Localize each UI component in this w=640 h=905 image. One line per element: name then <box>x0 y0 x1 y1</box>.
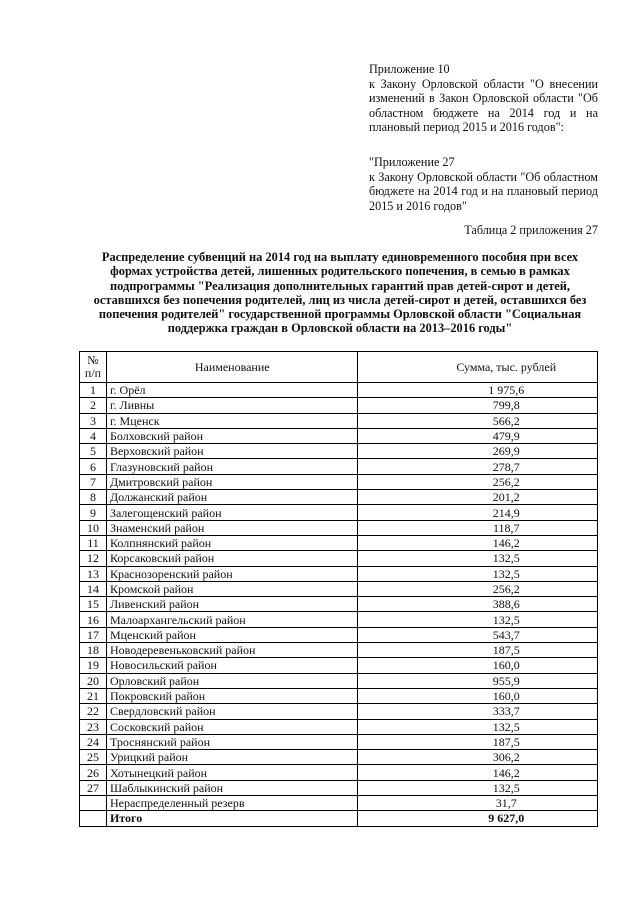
table-row <box>80 428 598 443</box>
appendix-27-heading: "Приложение 27 <box>369 155 455 169</box>
total-label: Итого <box>106 811 358 826</box>
row-sum: 146,2 <box>358 765 598 780</box>
table-row <box>80 627 598 642</box>
row-num: 26 <box>80 765 107 780</box>
row-name: Новодеревеньковский район <box>106 643 358 658</box>
row-sum: 256,2 <box>358 581 598 596</box>
row-name: г. Мценск <box>106 413 358 428</box>
row-sum: 201,2 <box>358 490 598 505</box>
appendix-10-block <box>369 62 598 135</box>
row-num: 16 <box>80 612 107 627</box>
row-num: 24 <box>80 734 107 749</box>
table-row <box>80 796 598 811</box>
row-name: Кромской район <box>106 581 358 596</box>
row-sum: 566,2 <box>358 413 598 428</box>
table-row <box>80 704 598 719</box>
row-name: Ливенский район <box>106 597 358 612</box>
table-row <box>80 780 598 795</box>
row-name: Хотынецкий район <box>106 765 358 780</box>
table-row <box>80 719 598 734</box>
table-row <box>80 444 598 459</box>
row-num: 18 <box>80 643 107 658</box>
header-name: Наименование <box>106 352 358 383</box>
row-sum: 955,9 <box>358 673 598 688</box>
table-header-row <box>80 352 598 383</box>
table-total-row <box>80 811 598 826</box>
table-row <box>80 612 598 627</box>
row-num: 14 <box>80 581 107 596</box>
row-name: г. Ливны <box>106 398 358 413</box>
row-name: Верховский район <box>106 444 358 459</box>
appendix-10-text: к Закону Орловской области "О внесении изменений в Закон Орловской области "Об областном бюджете на 2014 год и на плановый период 2015 и 2016 годов": <box>369 76 598 135</box>
row-sum: 187,5 <box>358 734 598 749</box>
row-name: Нераспределенный резерв <box>106 796 358 811</box>
table-row <box>80 505 598 520</box>
row-num: 25 <box>80 750 107 765</box>
table-row <box>80 734 598 749</box>
table-reference: Таблица 2 приложения 27 <box>464 223 598 237</box>
row-sum: 132,5 <box>358 780 598 795</box>
table-row <box>80 490 598 505</box>
subsidy-table <box>79 351 598 827</box>
table-row <box>80 398 598 413</box>
row-name: Глазуновский район <box>106 459 358 474</box>
header-sum: Сумма, тыс. рублей <box>358 352 598 383</box>
total-sum: 9 627,0 <box>358 811 598 826</box>
row-name: Краснозоренский район <box>106 566 358 581</box>
row-name: Знаменский район <box>106 520 358 535</box>
row-sum: 388,6 <box>358 597 598 612</box>
row-sum: 118,7 <box>358 520 598 535</box>
row-sum: 543,7 <box>358 627 598 642</box>
row-name: Колпнянский район <box>106 535 358 550</box>
row-num: 1 <box>80 383 107 398</box>
row-num: 20 <box>80 673 107 688</box>
appendix-27-block <box>369 155 598 213</box>
table-row <box>80 535 598 550</box>
row-sum: 132,5 <box>358 719 598 734</box>
row-num: 4 <box>80 428 107 443</box>
table-body <box>80 383 598 811</box>
row-num: 8 <box>80 490 107 505</box>
table-row <box>80 688 598 703</box>
table-row <box>80 520 598 535</box>
row-sum: 132,5 <box>358 566 598 581</box>
row-name: Дмитровский район <box>106 474 358 489</box>
row-num: 17 <box>80 627 107 642</box>
table-row <box>80 750 598 765</box>
row-sum: 799,8 <box>358 398 598 413</box>
document-title: Распределение субвенций на 2014 год на выплату единовременного пособия при всех формах устройства детей, лишенных родительского попечения, в семью в рамках подпрограммы "Реализация дополнительных гарантий прав детей-сирот и детей, оставшихся без попечения родителей, лиц из числа детей-сирот и детей, оставшихся без попечения родителей" государственной программы Орловской области "Социальная поддержка граждан в Орловской области на 2013–2016 годы" <box>93 250 587 336</box>
row-sum: 31,7 <box>358 796 598 811</box>
row-sum: 214,9 <box>358 505 598 520</box>
row-num: 21 <box>80 688 107 703</box>
table-row <box>80 413 598 428</box>
row-num: 11 <box>80 535 107 550</box>
row-num: 6 <box>80 459 107 474</box>
row-sum: 132,5 <box>358 551 598 566</box>
appendix-27-text: к Закону Орловской области "Об областном бюджете на 2014 год и на плановый период 2015 и 2016 годов" <box>369 169 598 213</box>
row-num: 10 <box>80 520 107 535</box>
table-row <box>80 581 598 596</box>
row-num: 23 <box>80 719 107 734</box>
table-row <box>80 459 598 474</box>
row-sum: 278,7 <box>358 459 598 474</box>
row-num: 7 <box>80 474 107 489</box>
row-name: Троснянский район <box>106 734 358 749</box>
row-num: 5 <box>80 444 107 459</box>
row-num: 27 <box>80 780 107 795</box>
row-num: 3 <box>80 413 107 428</box>
row-sum: 333,7 <box>358 704 598 719</box>
row-num <box>80 796 107 811</box>
row-name: Мценский район <box>106 627 358 642</box>
table-row <box>80 597 598 612</box>
row-name: Сосковский район <box>106 719 358 734</box>
row-num: 15 <box>80 597 107 612</box>
table-row <box>80 673 598 688</box>
row-name: Урицкий район <box>106 750 358 765</box>
row-num: 19 <box>80 658 107 673</box>
table-row <box>80 658 598 673</box>
row-name: Орловский район <box>106 673 358 688</box>
row-name: Малоархангельский район <box>106 612 358 627</box>
row-name: Свердловский район <box>106 704 358 719</box>
table-row <box>80 551 598 566</box>
row-sum: 160,0 <box>358 688 598 703</box>
row-name: Должанский район <box>106 490 358 505</box>
row-num: 9 <box>80 505 107 520</box>
table-row <box>80 474 598 489</box>
row-num: 13 <box>80 566 107 581</box>
table-row <box>80 643 598 658</box>
row-num: 12 <box>80 551 107 566</box>
row-sum: 269,9 <box>358 444 598 459</box>
row-sum: 146,2 <box>358 535 598 550</box>
table-row <box>80 383 598 398</box>
row-sum: 132,5 <box>358 612 598 627</box>
row-sum: 1 975,6 <box>358 383 598 398</box>
row-name: Шаблыкинский район <box>106 780 358 795</box>
row-name: Новосильский район <box>106 658 358 673</box>
total-num <box>80 811 107 826</box>
row-sum: 479,9 <box>358 428 598 443</box>
table-row <box>80 765 598 780</box>
row-num: 22 <box>80 704 107 719</box>
row-name: г. Орёл <box>106 383 358 398</box>
row-name: Корсаковский район <box>106 551 358 566</box>
row-name: Болховский район <box>106 428 358 443</box>
row-sum: 306,2 <box>358 750 598 765</box>
header-num: № п/п <box>80 352 107 383</box>
appendix-10-heading: Приложение 10 <box>369 62 450 76</box>
row-sum: 187,5 <box>358 643 598 658</box>
row-sum: 256,2 <box>358 474 598 489</box>
row-num: 2 <box>80 398 107 413</box>
table-row <box>80 566 598 581</box>
row-name: Покровский район <box>106 688 358 703</box>
row-name: Залегощенский район <box>106 505 358 520</box>
row-sum: 160,0 <box>358 658 598 673</box>
